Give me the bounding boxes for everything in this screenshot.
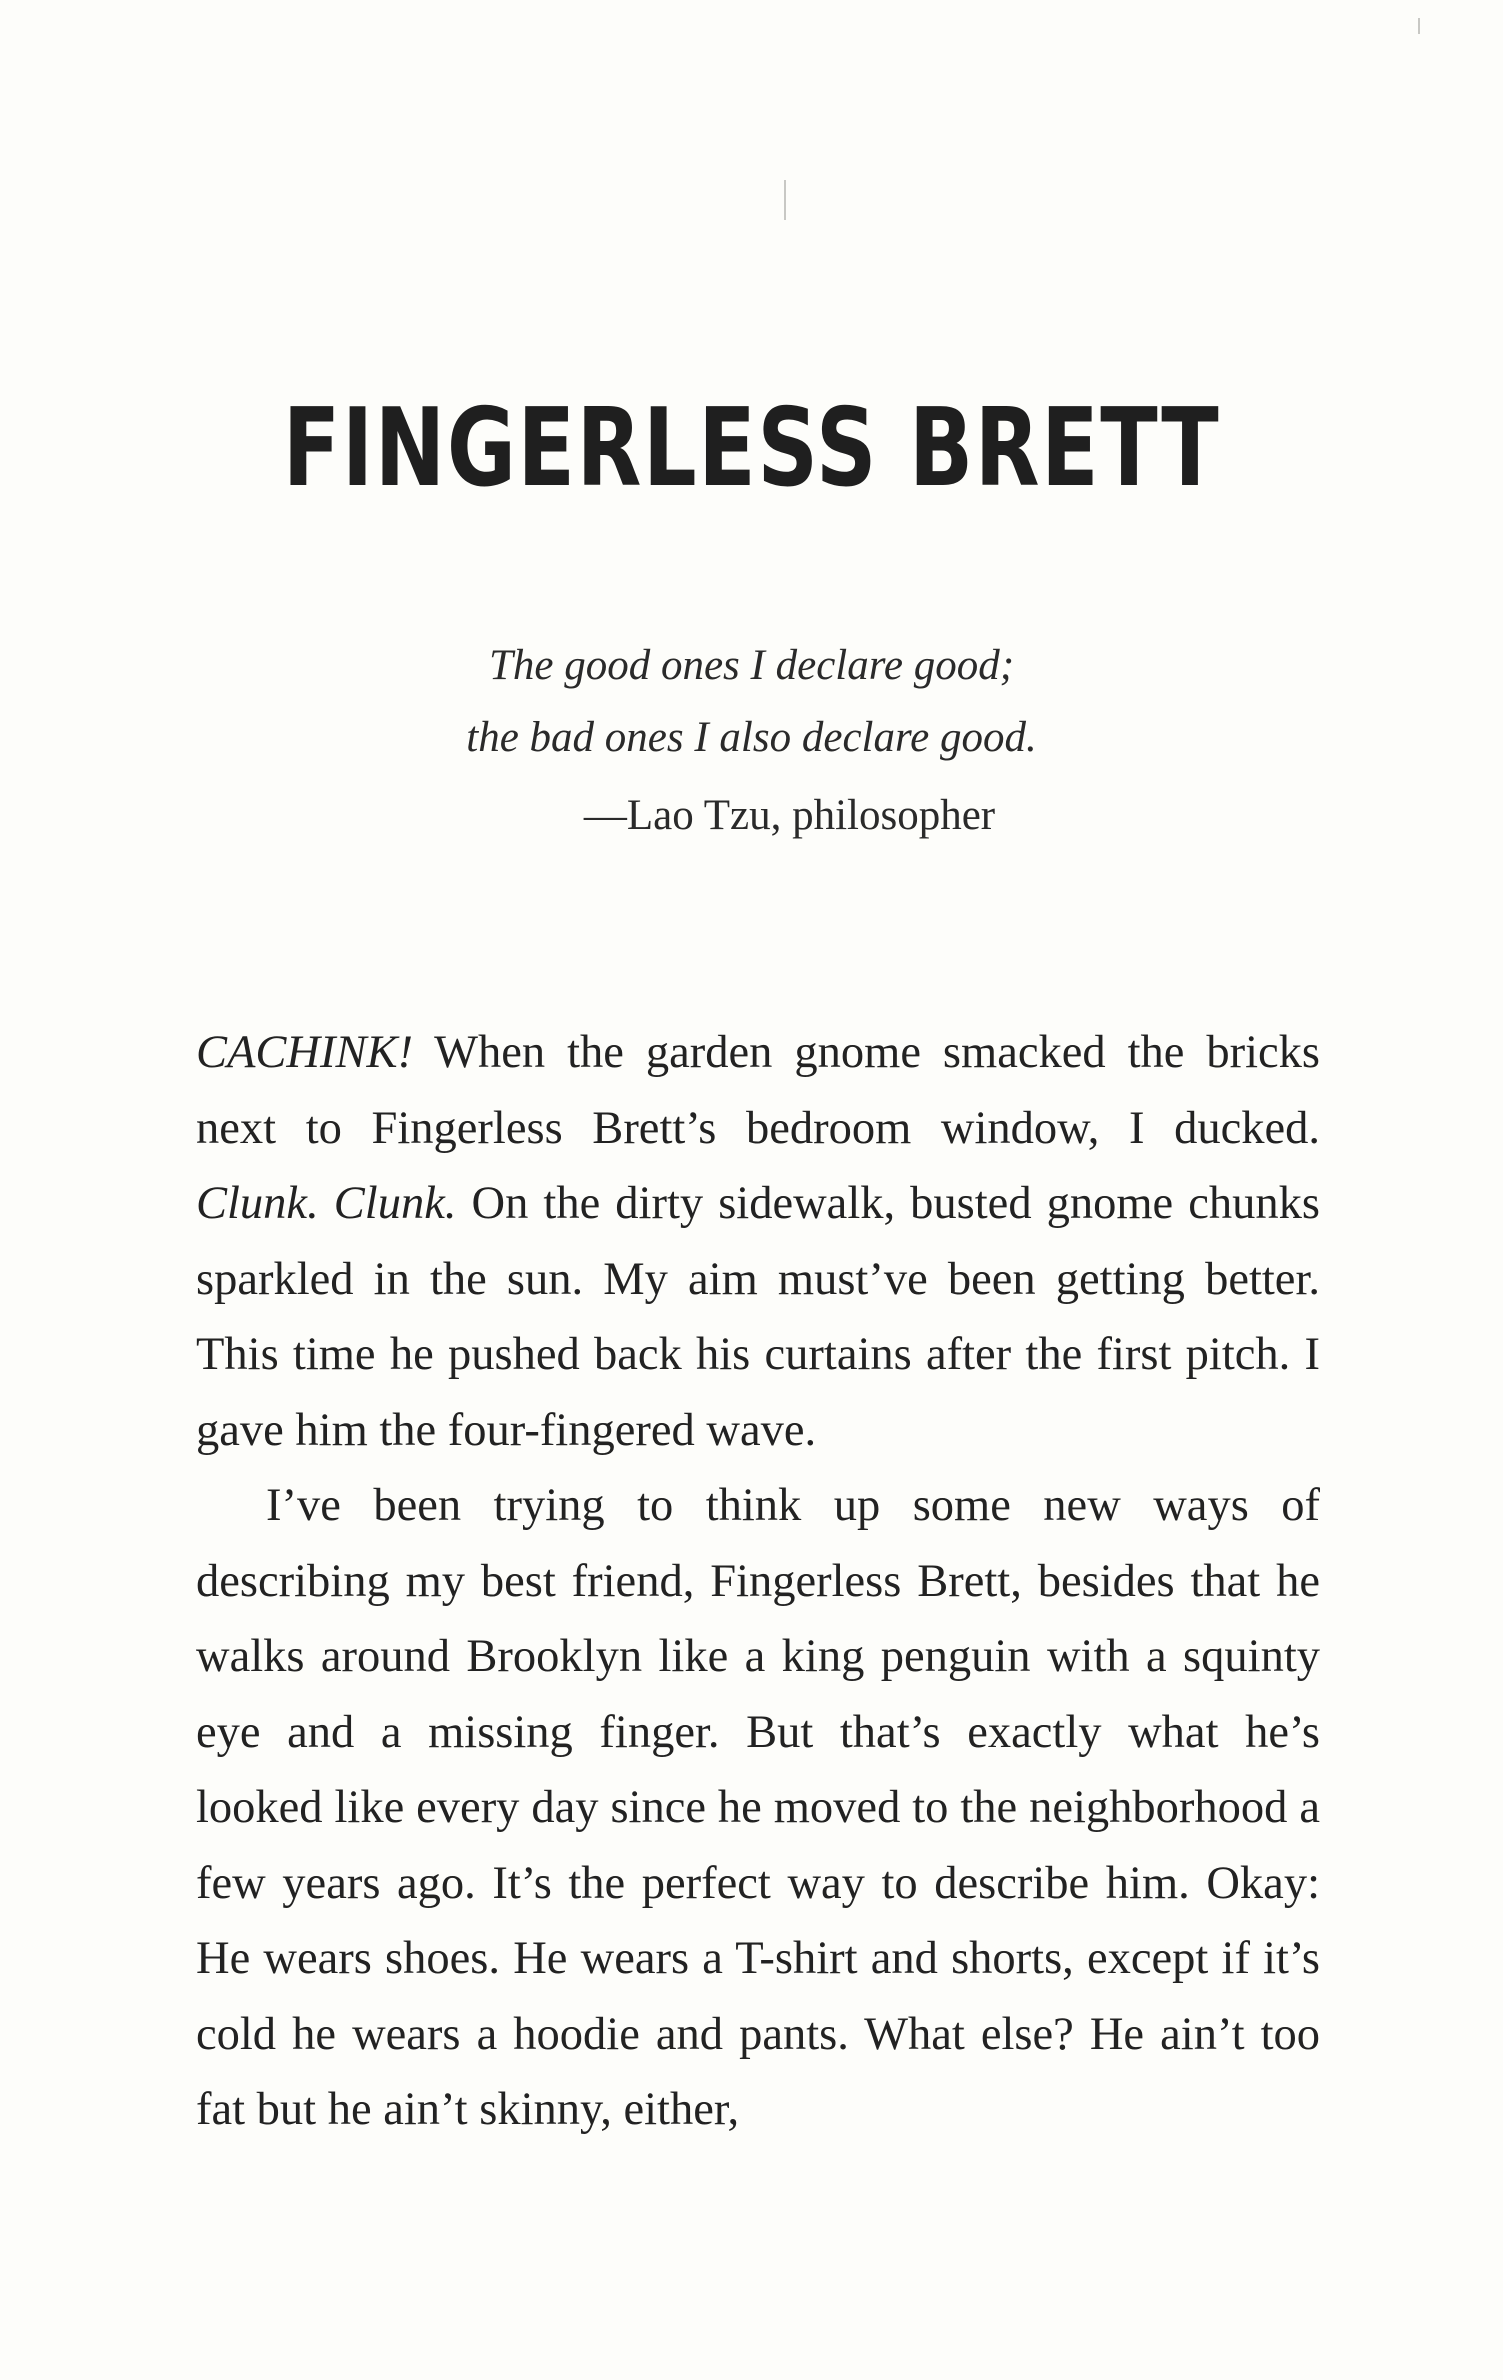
paragraph-1	[196, 1015, 1320, 1468]
chapter-title: FINGERLESS BRETT	[282, 386, 1221, 511]
epigraph-line-2: the bad ones I also declare good.	[466, 714, 1037, 761]
sound-effect-clunk: Clunk. Clunk.	[196, 1178, 457, 1229]
chapter-body	[196, 1015, 1320, 2148]
scan-mark	[784, 180, 786, 220]
paragraph-1-text-b: On the dirty sidewalk, busted gnome chunks sparkled in the sun. My aim must’ve been getting better. This time he pushed back his curtains after the first pitch. I gave him the four-fingered wave.	[196, 1178, 1320, 1456]
sound-effect-cachink: CACHINK!	[196, 1027, 414, 1078]
paragraph-2: I’ve been trying to think up some new ways of describing my best friend, Fingerless Brett, besides that he walks around Brooklyn like a king penguin with a squinty eye and a missing finger. But that’s exactly what he’s looked like every day since he moved to the neighborhood a few years ago. It’s the perfect way to describe him. Okay: He wears shoes. He wears a T-shirt and shorts, except if it’s cold he wears a hoodie and pants. What else? He ain’t too fat but he ain’t skinny, either,	[196, 1480, 1320, 2135]
scan-mark	[1418, 18, 1420, 34]
epigraph-attribution: —Lao Tzu, philosopher	[583, 792, 996, 839]
epigraph-line-1: The good ones I declare good;	[488, 642, 1015, 689]
paragraph-1-text-a: When the garden gnome smacked the bricks next to Fingerless Brett’s bedroom window, I ducked.	[196, 1027, 1320, 1154]
